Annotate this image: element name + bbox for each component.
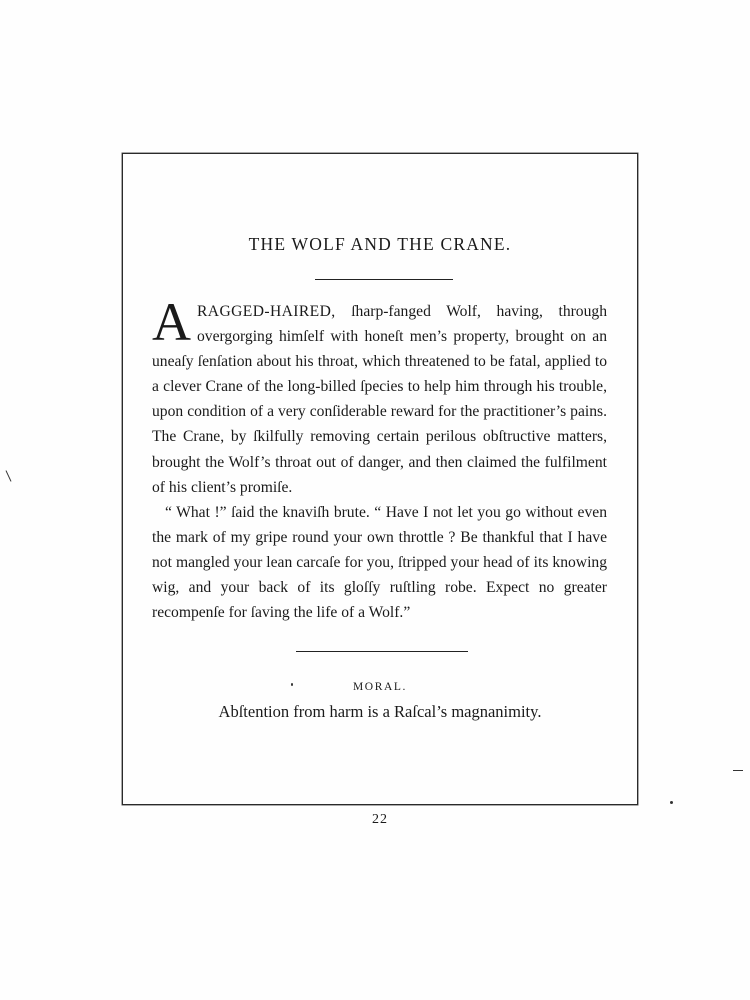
fable-paragraph-2: “ What !” ſaid the knaviſh brute. “ Have I not let you go without even the mark of my gripe round your own throttle ? Be thankful that I have not mangled your lean carcaſe for you, ſtripped your head of its knowing wig, and your back of its gloſſy ruſtling robe. Expect no greater recompenſe for ſaving the life of a Wolf.”: [152, 503, 607, 622]
fable-body: [152, 292, 607, 625]
ink-speck: [291, 683, 293, 686]
ink-speck: [733, 770, 743, 771]
paragraph-1-text: ſharp-fanged Wolf, having, through overgorging himſelf with honeſt men’s property, brought on an uneaſy ſenſation about his throat, which threatened to be fatal, applied to a clever Crane of the long-billed ſpecies to help him through his trouble, upon condition of a very conſiderable reward for the practitioner’s pains. The Crane, by ſkilfully removing certain perilous obſtructive matters, brought the Wolf’s throat out of danger, and then claimed the fulfilment of his client’s promiſe.: [152, 303, 607, 496]
drop-cap: A: [152, 292, 191, 352]
paragraph-lead-caps: RAGGED-HAIRED,: [197, 303, 336, 320]
ink-speck: [6, 470, 12, 481]
fable-title: THE WOLF AND THE CRANE.: [248, 234, 512, 254]
moral-label: MORAL.: [352, 681, 407, 693]
page-number: 22: [372, 812, 388, 827]
title-divider: [315, 279, 453, 280]
moral-divider: [296, 651, 468, 652]
moral-text: Abſtention from harm is a Raſcal’s magnanimity.: [218, 702, 542, 721]
fable-paragraph-1: [152, 292, 607, 500]
ink-speck: [670, 801, 673, 804]
